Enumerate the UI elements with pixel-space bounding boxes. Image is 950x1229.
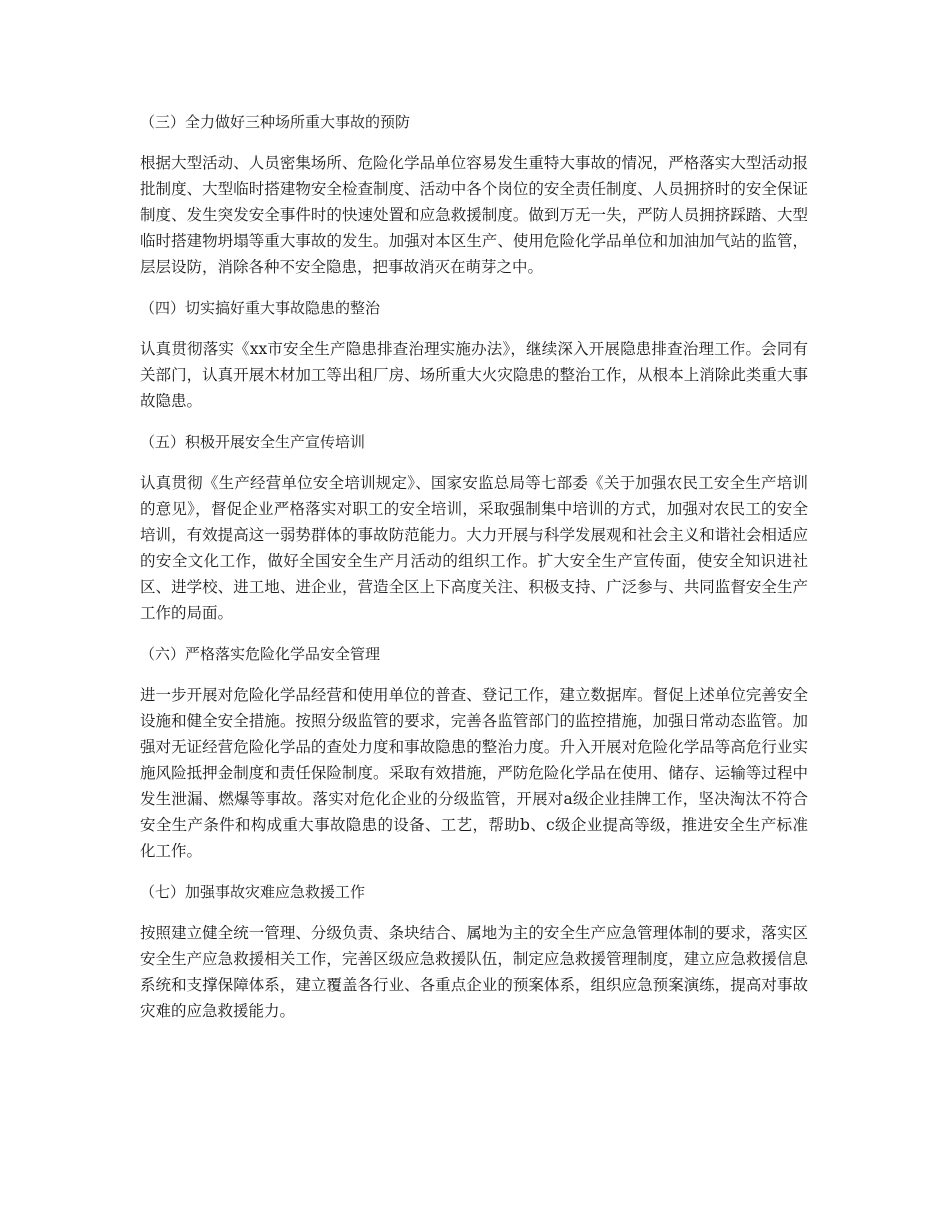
section-3	[140, 108, 808, 280]
document-page	[140, 108, 808, 1038]
section-heading: （六）严格落实危险化学品安全管理	[140, 645, 381, 663]
section-paragraph: 进一步开展对危险化学品经营和使用单位的普查、登记工作，建立数据库。督促上述单位完善安全设施和健全安全措施。按照分级监管的要求，完善各监管部门的监控措施，加强日常动态监管。加强对无证经营危险化学品的查处力度和事故隐患的整治力度。升入开展对危险化学品等高危行业实施风险抵押金制度和责任保险制度。采取有效措施，严防危险化学品在使用、储存、运输等过程中发生泄漏、燃爆等事故。落实对危化企业的分级监管，开展对a级企业挂牌工作，坚决淘汰不符合安全生产条件和构成重大事故隐患的设备、工艺，帮助b、c级企业提高等级，推进安全生产标准化工作。	[140, 686, 808, 860]
section-heading: （七）加强事故灾难应急救援工作	[140, 883, 366, 901]
section-7	[140, 878, 808, 1024]
section-6	[140, 640, 808, 864]
section-heading: （三）全力做好三种场所重大事故的预防	[140, 113, 411, 131]
section-paragraph: 认真贯彻《生产经营单位安全培训规定》、国家安监总局等七部委《关于加强农民工安全生产培训的意见》，督促企业严格落实对职工的安全培训，采取强制集中培训的方式，加强对农民工的安全培训，有效提高这一弱势群体的事故防范能力。大力开展与科学发展观和社会主义和谐社会相适应的安全文化工作，做好全国安全生产月活动的组织工作。扩大安全生产宣传面，使安全知识进社区、进学校、进工地、进企业，营造全区上下高度关注、积极支持、广泛参与、共同监督安全生产工作的局面。	[140, 474, 808, 622]
section-paragraph: 认真贯彻落实《xx市安全生产隐患排查治理实施办法》，继续深入开展隐患排查治理工作。会同有关部门，认真开展木材加工等出租厂房、场所重大火灾隐患的整治工作，从根本上消除此类重大事故隐患。	[140, 340, 808, 410]
section-paragraph: 根据大型活动、人员密集场所、危险化学品单位容易发生重特大事故的情况，严格落实大型活动报批制度、大型临时搭建物安全检查制度、活动中各个岗位的安全责任制度、人员拥挤时的安全保证制度、发生突发安全事件时的快速处置和应急救援制度。做到万无一失，严防人员拥挤踩踏、大型临时搭建物坍塌等重大事故的发生。加强对本区生产、使用危险化学品单位和加油加气站的监管，层层设防，消除各种不安全隐患，把事故消灭在萌芽之中。	[140, 154, 808, 276]
section-paragraph: 按照建立健全统一管理、分级负责、条块结合、属地为主的安全生产应急管理体制的要求，落实区安全生产应急救援相关工作，完善区级应急救援队伍，制定应急救援管理制度，建立应急救援信息系统和支撑保障体系，建立覆盖各行业、各重点企业的预案体系，组织应急预案演练，提高对事故灾难的应急救援能力。	[140, 924, 808, 1020]
section-4	[140, 294, 808, 414]
section-heading: （五）积极开展安全生产宣传培训	[140, 433, 366, 451]
section-heading: （四）切实搞好重大事故隐患的整治	[140, 299, 381, 317]
section-5	[140, 428, 808, 626]
